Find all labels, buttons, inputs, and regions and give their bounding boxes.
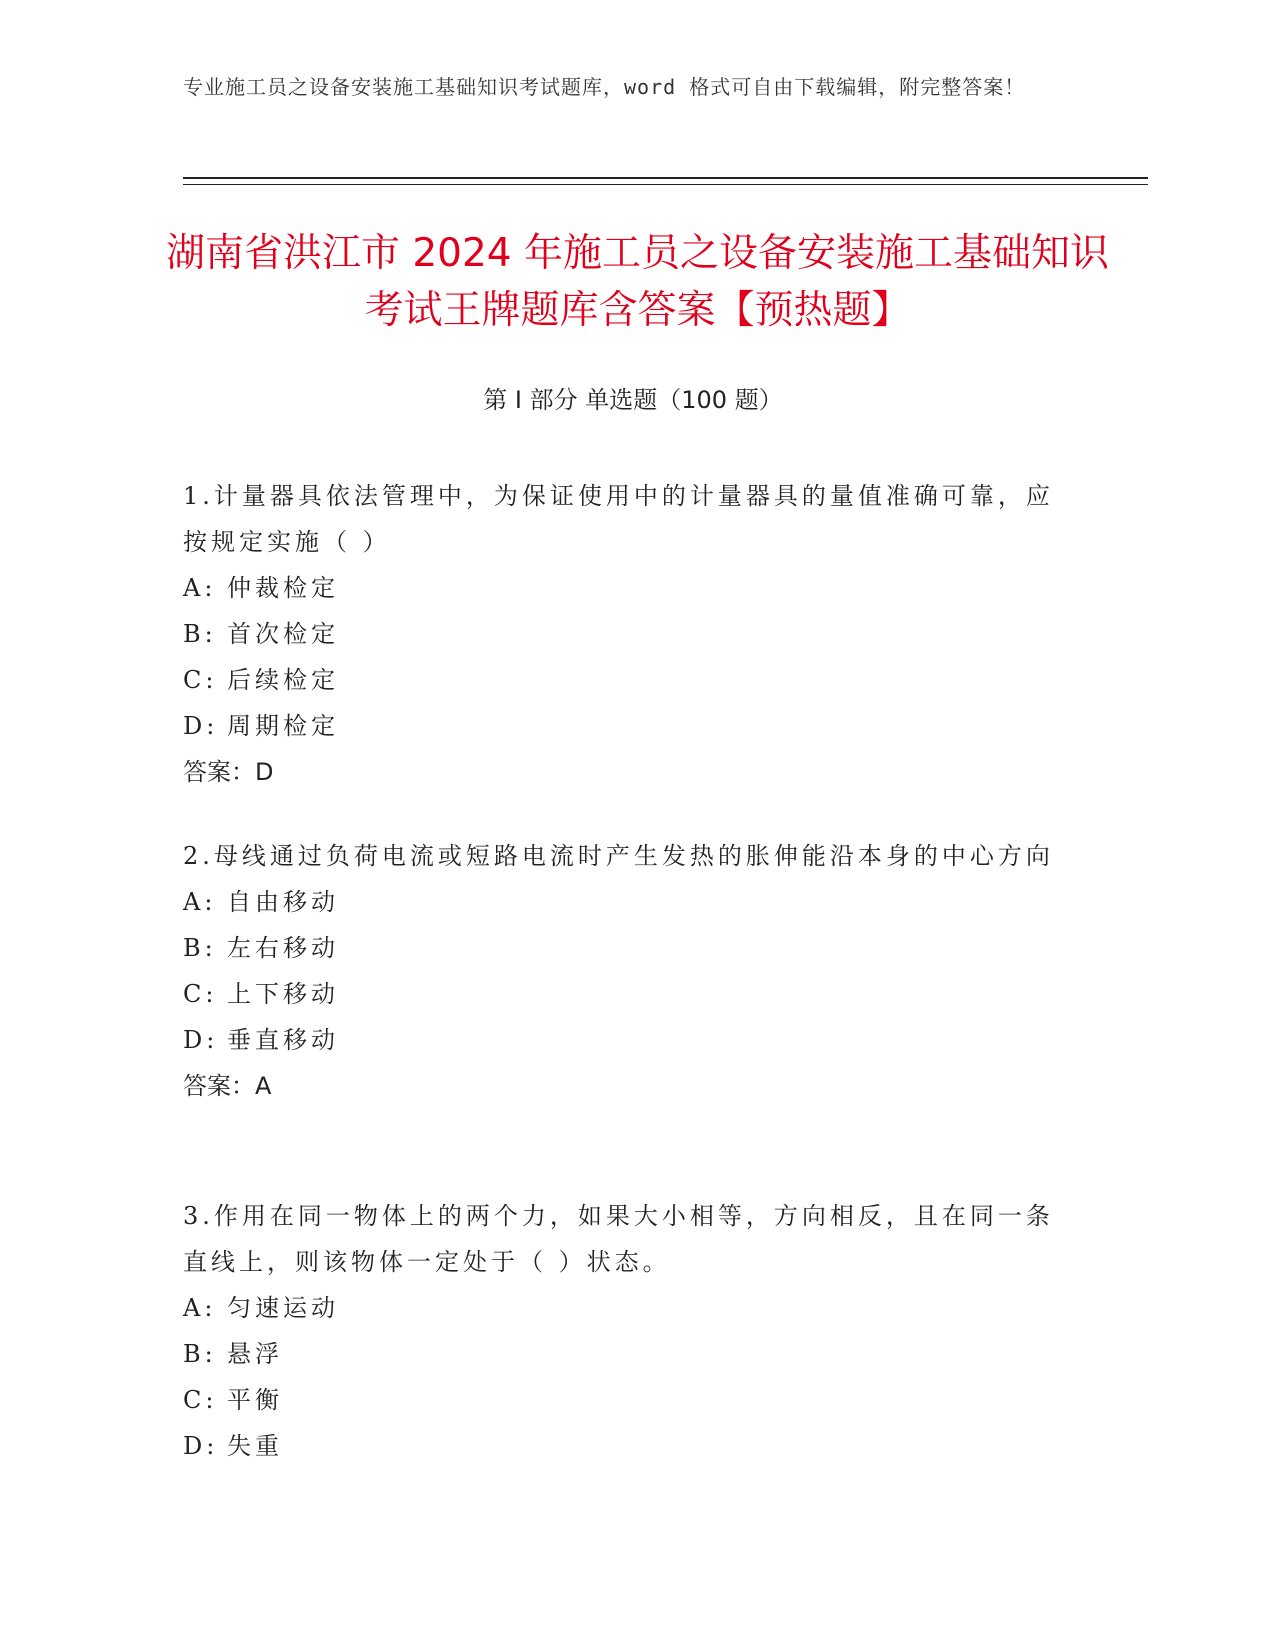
option-text: 首次检定	[227, 620, 339, 648]
option-text: 匀速运动	[227, 1294, 339, 1322]
answer: 答案：D	[183, 758, 274, 786]
option-c	[183, 971, 1063, 1017]
option-b	[183, 925, 1063, 971]
option-d	[183, 1017, 1063, 1063]
answer: 答案：A	[183, 1072, 272, 1100]
option-letter: B:	[183, 1340, 217, 1368]
option-text: 平衡	[227, 1386, 283, 1414]
option-a	[183, 1285, 1063, 1331]
option-letter: D:	[183, 1026, 219, 1054]
question-stem: 1.计量器具依法管理中，为保证使用中的计量器具的量值准确可靠，应按规定实施（ ）	[183, 482, 1054, 556]
header-rule-thick	[183, 177, 1148, 179]
question-1	[183, 473, 1063, 795]
option-letter: B:	[183, 620, 217, 648]
option-text: 悬浮	[227, 1340, 283, 1368]
option-a	[183, 565, 1063, 611]
option-letter: C:	[183, 1386, 218, 1414]
option-letter: D:	[183, 1432, 219, 1460]
option-text: 左右移动	[227, 934, 339, 962]
section-heading: 第 I 部分 单选题（100 题）	[483, 386, 783, 414]
option-d	[183, 1423, 1063, 1469]
option-text: 后续检定	[227, 666, 339, 694]
option-text: 失重	[227, 1432, 283, 1460]
question-3	[183, 1193, 1063, 1469]
option-c	[183, 1377, 1063, 1423]
option-a	[183, 879, 1063, 925]
option-text: 垂直移动	[227, 1026, 339, 1054]
option-text: 仲裁检定	[227, 574, 339, 602]
option-letter: A:	[183, 888, 217, 916]
option-letter: D:	[183, 712, 219, 740]
question-stem: 3.作用在同一物体上的两个力，如果大小相等，方向相反，且在同一条直线上，则该物体一定处于（ ）状态。	[183, 1202, 1054, 1276]
option-b	[183, 611, 1063, 657]
option-c	[183, 657, 1063, 703]
option-d	[183, 703, 1063, 749]
option-text: 周期检定	[227, 712, 339, 740]
question-stem: 2.母线通过负荷电流或短路电流时产生发热的胀伸能沿本身的中心方向	[183, 842, 1054, 870]
header-rule-thin	[183, 184, 1148, 185]
option-b	[183, 1331, 1063, 1377]
option-letter: B:	[183, 934, 217, 962]
document-title: 湖南省洪江市 2024 年施工员之设备安装施工基础知识考试王牌题库含答案【预热题】	[165, 231, 1110, 333]
option-letter: C:	[183, 666, 218, 694]
option-letter: C:	[183, 980, 218, 1008]
option-letter: A:	[183, 574, 217, 602]
option-text: 自由移动	[227, 888, 339, 916]
header-note: 专业施工员之设备安装施工基础知识考试题库，word 格式可自由下载编辑，附完整答案！	[183, 75, 1026, 99]
question-2	[183, 833, 1063, 1109]
option-text: 上下移动	[227, 980, 339, 1008]
option-letter: A:	[183, 1294, 217, 1322]
